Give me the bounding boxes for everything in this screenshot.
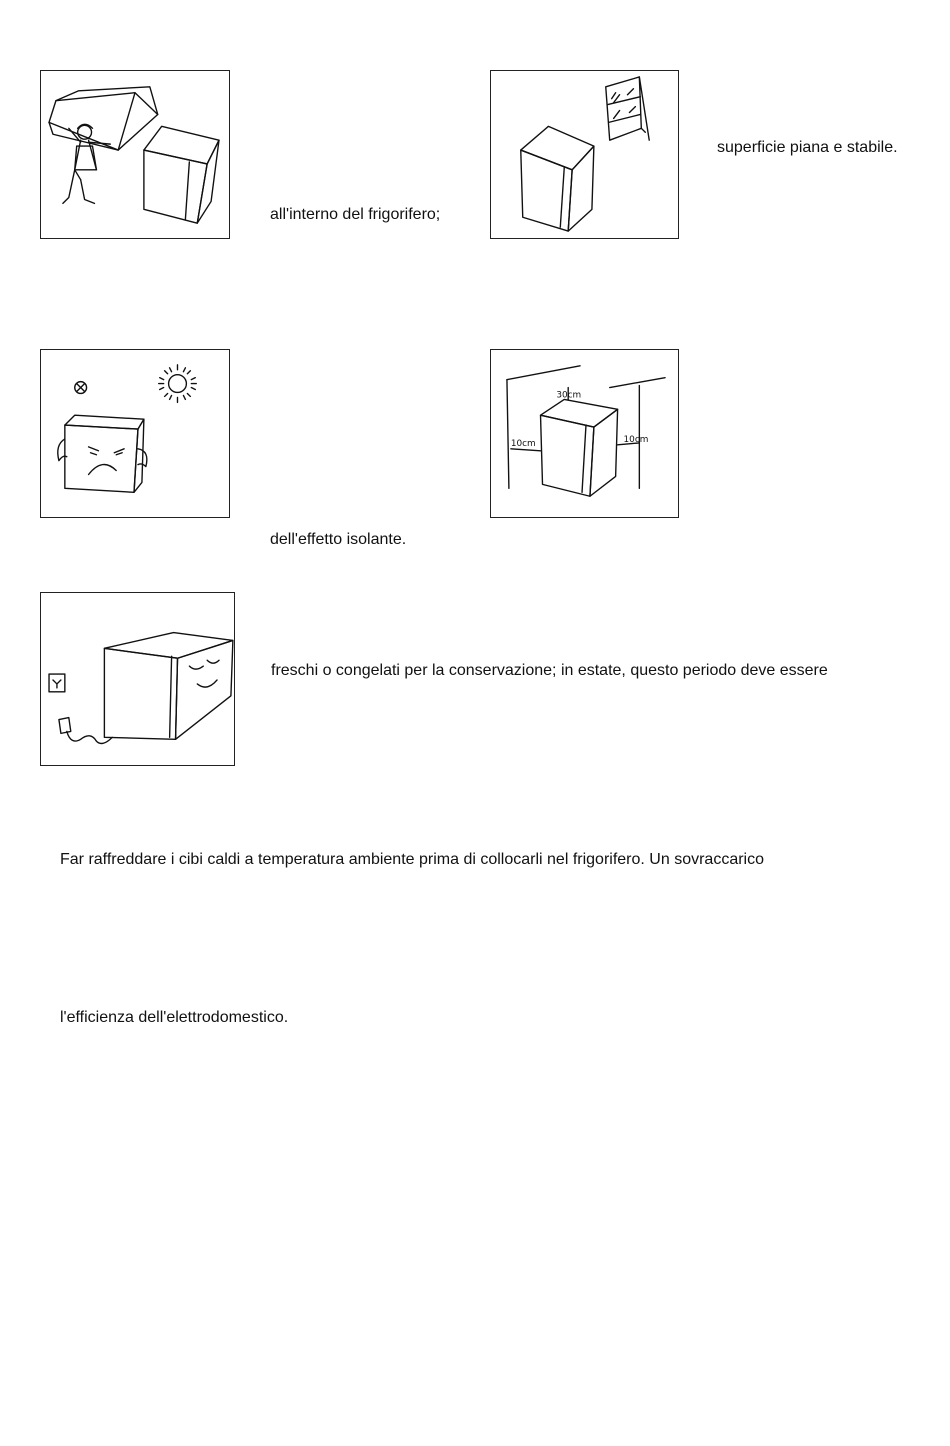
text-fresh-frozen: freschi o congelati per la conservazione; in estate, questo periodo deve essere — [271, 662, 828, 679]
illustration-unpacking — [40, 70, 230, 239]
text-insulation: dell'effetto isolante. — [270, 531, 407, 548]
text-cool-food: Far raffreddare i cibi caldi a temperatura ambiente prima di collocarli nel frigorifero. Un sovraccarico — [60, 851, 764, 868]
clearance-right-label: 10cm — [623, 434, 649, 445]
illustration-clearance — [490, 349, 679, 518]
illustration-placement-window — [490, 70, 679, 239]
text-interior: all'interno del frigorifero; — [270, 206, 441, 223]
text-flat-surface: superficie piana e stabile. — [717, 139, 898, 156]
illustration-power-socket — [40, 592, 235, 766]
clearance-left-label: 10cm — [510, 438, 536, 449]
illustration-heat-source — [40, 349, 230, 518]
text-efficiency: l'efficienza dell'elettrodomestico. — [60, 1009, 289, 1026]
clearance-top-label: 30cm — [556, 390, 582, 401]
